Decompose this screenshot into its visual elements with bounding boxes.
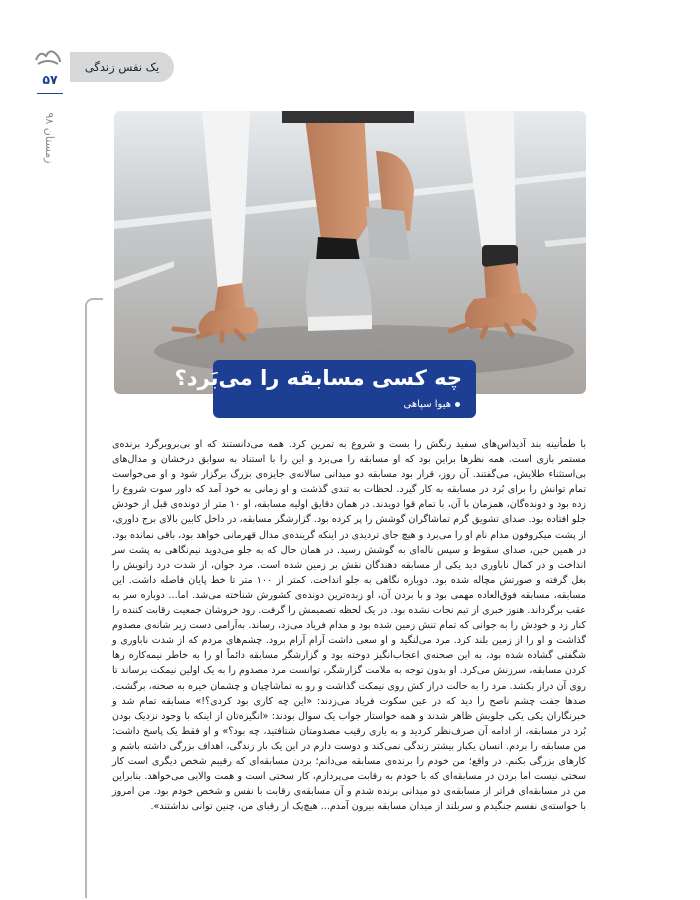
- article-title: چه کسی مسابقه را می‌بَرد؟: [174, 366, 462, 390]
- runner-start-photo: [114, 111, 586, 394]
- section-header-tab: [70, 52, 174, 82]
- author-name: هیوا سپاهی: [403, 399, 451, 410]
- page-number: ۵۷: [42, 72, 58, 87]
- article-title-box: [174, 360, 476, 418]
- bullet-icon: [455, 402, 460, 407]
- section-title: یک نفس زندگی: [84, 60, 160, 74]
- article-author: [404, 399, 460, 410]
- issue-label: زمستان ۹۸: [43, 112, 56, 164]
- magazine-logo: [32, 46, 64, 68]
- article-body: [112, 437, 586, 814]
- side-bracket-line: [85, 298, 103, 898]
- article-paragraph: با طمأنینه بند آدیداس‌های سفید رنگش را بست و شروع به تمرین کرد. همه می‌دانستند که او بی‌بروبرگرد برنده‌ی مستمر بازی است. همه نظرها براین بود که او مسابقه را می‌برد و این را با استناد به سوابق درخشان و مدال‌های بی‌استثناء طلایش، می‌گفتند. آن روز، قرار بود مسابقه دو میدانی سالانه‌ی جایزه‌ی بزرگ برگزار شود و او می‌خواست تمام توانش را برای بُرد در مسابقه به کار گیرد. لحظات به تندی گذشت و او زمانی به خود آمد که داور سوت شروع را زده بود و دونده‌گان، همزمان با آن، با تمام قوا دویدند. در همان دقایق اولیه مسابقه، او ۱۰ متر از دونده‌ی قبل از خودش جلو افتاده بود. صدای تشویق گرم تماشاگران گوشش را پر کرده بود. گزارشگر مسابقه، در داخل کابین بالای برج داوری، از پشت میکروفون مدام نام او را می‌برد و هیچ جای تردیدی در اینکه گرینده‌ی مدال قهرمانی خواهد بود، باقی نمانده بود. در همین حین، صدای سقوط و سپس ناله‌ای به گوشش رسید. در همان حال که به جلو می‌دوید نیم‌نگاهی به پشت سر انداخت و در کمال ناباوری دید یکی از مسابقه دهندگان نقش بر زمین شده است. مرد جوان، از شدت درد زانویش را بغل گرفته و صورتش مچاله شده بود. دوباره نگاهی به جلو انداخت. کمتر از ۱۰۰ متر تا خط پایان فاصله داشت. این مسابقه، مسابقه فوق‌العاده مهمی بود و با بردن آن، او زبده‌ترین دونده‌ی کشورش شناخته می‌شد. اما... دوباره سر به عقب برگرداند. هنوز خبری از تیم نجات نشده بود. در یک لحظه تصمیمش را گرفت. رود خروشان جمعیت رقابت کننده را کنار زد و خودش را به جوانی که تمام تنش زمین شده بود و مدام فریاد می‌زد، رساند. به‌آرامی دست زیر شانه‌ی مصدوم گذاشت و او را از زمین بلند کرد. مرد می‌لنگید و او سعی داشت آرام آرام برود. چشم‌های مردم که از شدت ناباوری و شگفتی گشاده شده بود، به این صحنه‌ی اعجاب‌انگیز دوخته بود و گزارشگر مسابقه دائماً او را به خاطر نیمه‌کاره رها کردن مسابقه، سرزنش می‌کرد. او بدون توجه به ملامت گزارشگر، توانست مرد مصدوم را به یک اولین نیمکت برساند تا روی آن دراز بکشد. مرد را به حالت دراز کش روی نیمکت گذاشت و رو به تماشاچیان و چشمان خیره به صحنه، برگشت. صدها جفت چشم ناصح را دید که در عین سکوت فریاد می‌زدند: «این چه کاری بود کردی؟!» مسابقه تمام شد و خبرنگاران یکی یکی جلویش ظاهر شدند و همه خواستار جواب یک سوال بودند: «انگیزه‌تان از اینکه با وجود نزدیک بودن بُرد در مسابقه، از ادامه آن صرف‌نظر کردید و به یاری رقیب مصدومتان شتافتید، چه بود؟» و او فقط یک پاسخ داشت: من مسابقه را بردم. انسان یکبار بیشتر زندگی نمی‌کند و دوست دارم در این یک بار زندگی، اهداف بزرگی داشته باشم و کارهای بزرگی بکنم. در واقع؛ من خودم را برنده‌ی مسابقه می‌دانم؛ بردن مسابقه‌ای که رقیبم شخص دیگری است کار سختی نیست اما بردن در مسابقه‌ای که با خودم به رقابت می‌پردازم، کار سختی است و همت والایی می‌خواهد. بنابراین من در مسابقه‌ای فراتر از مسابقه‌ی دو میدانی برنده شدم و آن مسابقه‌ی رقابت با نفس و شخص خودم بود. من امروز با خواسته‌ی نفسم جنگیدم و سربلند از میدان مسابقه بیرون آمدم... هیچ‌یک از رقبای من، چنین توانی نداشتند».: [112, 439, 586, 813]
- page-number-rule: [37, 93, 63, 94]
